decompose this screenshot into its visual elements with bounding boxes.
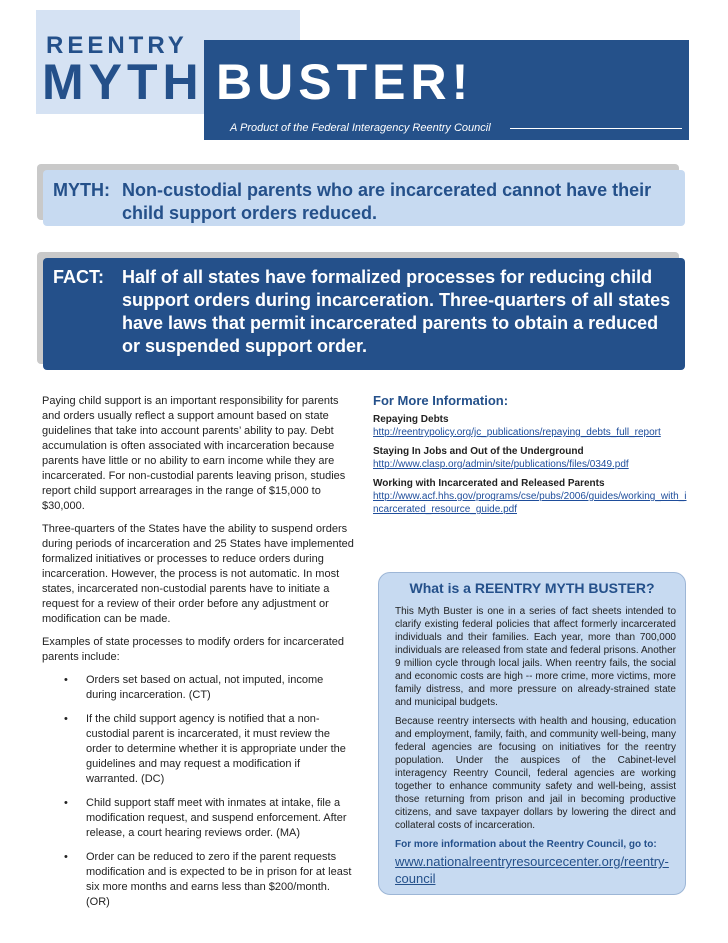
reentry-council-link[interactable]: www.nationalreentryresourcecenter.org/reentry-council <box>395 854 669 886</box>
more-info-section <box>373 394 689 522</box>
bullet-icon: • <box>64 713 68 725</box>
header-reentry: REENTRY <box>46 32 188 59</box>
info-item-name: Staying In Jobs and Out of the Underground <box>373 446 584 457</box>
info-item-name: Repaying Debts <box>373 414 449 425</box>
tagline-divider <box>510 128 682 129</box>
more-info-title: For More Information: <box>373 393 509 408</box>
body-paragraph-3: Examples of state processes to modify orders for incarcerated parents include: <box>42 636 345 663</box>
body-paragraph-1: Paying child support is an important responsibility for parents and orders usually reflect a support amount based on state guidelines that take into account parents’ ability to pay. Debt accumulation is often associated with incarceration because parents have little or no ability to earn income while they are incarcerated. For non-custodial parents leaving prison, studies report child support arrearages in the range of $15,000 to $30,000. <box>42 395 346 512</box>
fact-label: FACT: <box>53 267 104 287</box>
staying-in-jobs-link[interactable]: http://www.clasp.org/admin/site/publications/files/0349.pdf <box>373 459 629 470</box>
bullet-icon: • <box>64 797 68 809</box>
what-is-body <box>395 605 676 887</box>
what-is-paragraph-1: This Myth Buster is one in a series of fact sheets intended to clarify existing federal policies that affect formerly incarcerated individuals and their families. Each year, more than 700,000 individuals are released from state and federal prisons. Another 9 million cycle through local jails. When reentry fails, the social and economic costs are high -- more crime, more victims, more family distress, and more pressure on already-strained state and municipal budgets. <box>395 606 676 708</box>
what-is-cta: For more information about the Reentry Council, go to: <box>395 839 657 850</box>
working-with-parents-link[interactable]: http://www.acf.hhs.gov/programs/cse/pubs/2006/guides/working_with_incarcerated_resource_guide.pdf <box>373 491 687 515</box>
bullet-icon: • <box>64 851 68 863</box>
info-item <box>373 445 689 471</box>
list-item: • Child support staff meet with inmates at intake, file a modification request, and suspend enforcement. After release, a court hearing reviews order. (MA) <box>64 797 347 839</box>
bullet-icon: • <box>64 674 68 686</box>
list-item: • Order can be reduced to zero if the parent requests modification and is expected to be in prison for at least six more months and earns less than $200/month. (OR) <box>64 851 352 908</box>
myth-label: MYTH: <box>53 180 110 200</box>
repaying-debts-link[interactable]: http://reentrypolicy.org/jc_publications/repaying_debts_full_report <box>373 427 661 438</box>
examples-list <box>42 673 354 910</box>
list-item: • Orders set based on actual, not imputed, income during incarceration. (CT) <box>64 674 324 701</box>
what-is-paragraph-2: Because reentry intersects with health and housing, education and employment, family, faith, and community well-being, many federal agencies are focusing on initiatives for the reentry population. Under the auspices of the Cabinet-level interagency Reentry Council, federal agencies are working together to enhance community safety and well-being, assist those returning from prison and jail in becoming productive citizens, and save taxpayer dollars by lowering the direct and collateral costs of incarceration. <box>395 716 676 831</box>
body-column <box>42 394 354 919</box>
info-item-name: Working with Incarcerated and Released Parents <box>373 478 605 489</box>
myth-text: Non-custodial parents who are incarcerated cannot have their child support orders reduced. <box>122 180 652 223</box>
info-item <box>373 413 689 439</box>
body-paragraph-2: Three-quarters of the States have the ability to suspend orders during periods of incarceration and 25 States have implemented formalized initiatives or processes to reduce orders during incarceration. However, the process is not automatic. In most states, incarcerated non-custodial parents have to initiate a request for a review of their order before any adjustment or modification can be made. <box>42 523 354 625</box>
header-buster: BUSTER! <box>216 54 474 110</box>
fact-text: Half of all states have formalized processes for reducing child support orders during incarceration. Three-quarters of all states have laws that permit incarcerated parents to obtain a reduced or suspended support order. <box>122 267 671 356</box>
header-tagline: A Product of the Federal Interagency Reentry Council <box>230 122 491 134</box>
info-item <box>373 477 689 516</box>
what-is-title: What is a REENTRY MYTH BUSTER? <box>409 580 655 596</box>
header-myth: MYTH <box>42 54 204 110</box>
list-item: • If the child support agency is notified that a non-custodial parent is incarcerated, it must review the order to determine whether it is appropriate under the guidelines and may request a modification if warranted. (DC) <box>64 713 346 785</box>
